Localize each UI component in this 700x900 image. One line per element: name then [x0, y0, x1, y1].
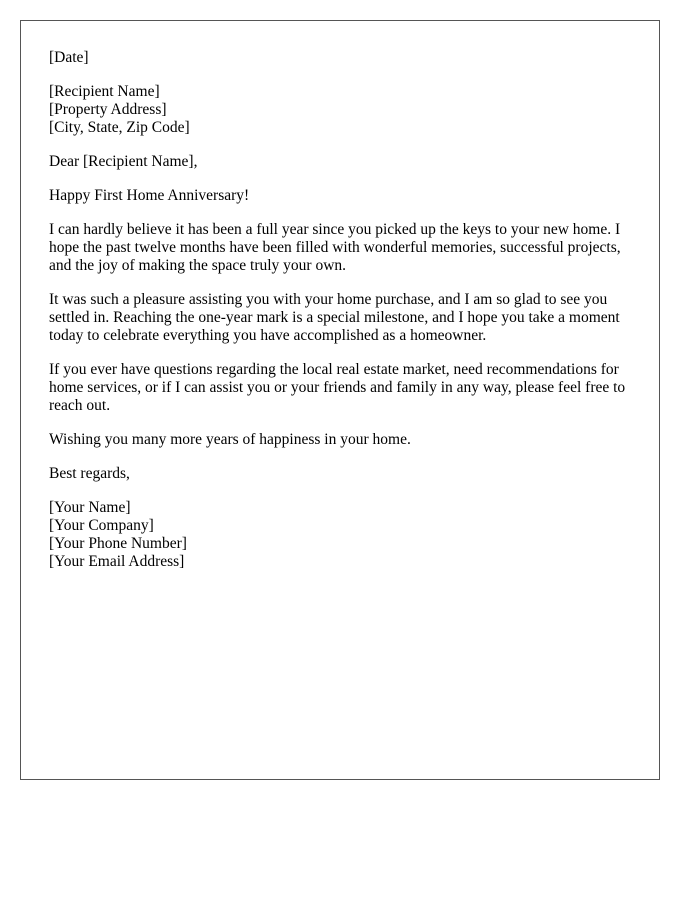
body-paragraph-1: I can hardly believe it has been a full year since you picked up the keys to your new home. I hope the past twelve months have been filled with wonderful memories, successful projects, and the joy of making the space truly your own.	[49, 221, 621, 274]
letter-content	[49, 49, 634, 587]
recipient-city-state-zip: [City, State, Zip Code]	[49, 119, 190, 136]
recipient-address: [Property Address]	[49, 101, 167, 118]
recipient-block	[49, 83, 634, 137]
greeting: Happy First Home Anniversary!	[49, 187, 250, 204]
signature-name: [Your Name]	[49, 499, 131, 516]
body-paragraph-2: It was such a pleasure assisting you with your home purchase, and I am so glad to see you settled in. Reaching the one-year mark is a special milestone, and I hope you take a moment today to celebrate everything you have accomplished as a homeowner.	[49, 291, 620, 344]
date-line: [Date]	[49, 49, 89, 66]
letter-page	[20, 20, 660, 780]
signature-block	[49, 499, 634, 571]
signature-email: [Your Email Address]	[49, 553, 185, 570]
closing: Best regards,	[49, 465, 130, 482]
body-paragraph-3: If you ever have questions regarding the local real estate market, need recommendations for home services, or if I can assist you or your friends and family in any way, please feel free to reach out.	[49, 361, 626, 414]
signature-company: [Your Company]	[49, 517, 154, 534]
body-paragraph-4: Wishing you many more years of happiness in your home.	[49, 431, 411, 448]
signature-phone: [Your Phone Number]	[49, 535, 187, 552]
date-block	[49, 49, 634, 67]
recipient-name: [Recipient Name]	[49, 83, 160, 100]
salutation: Dear [Recipient Name],	[49, 153, 198, 170]
